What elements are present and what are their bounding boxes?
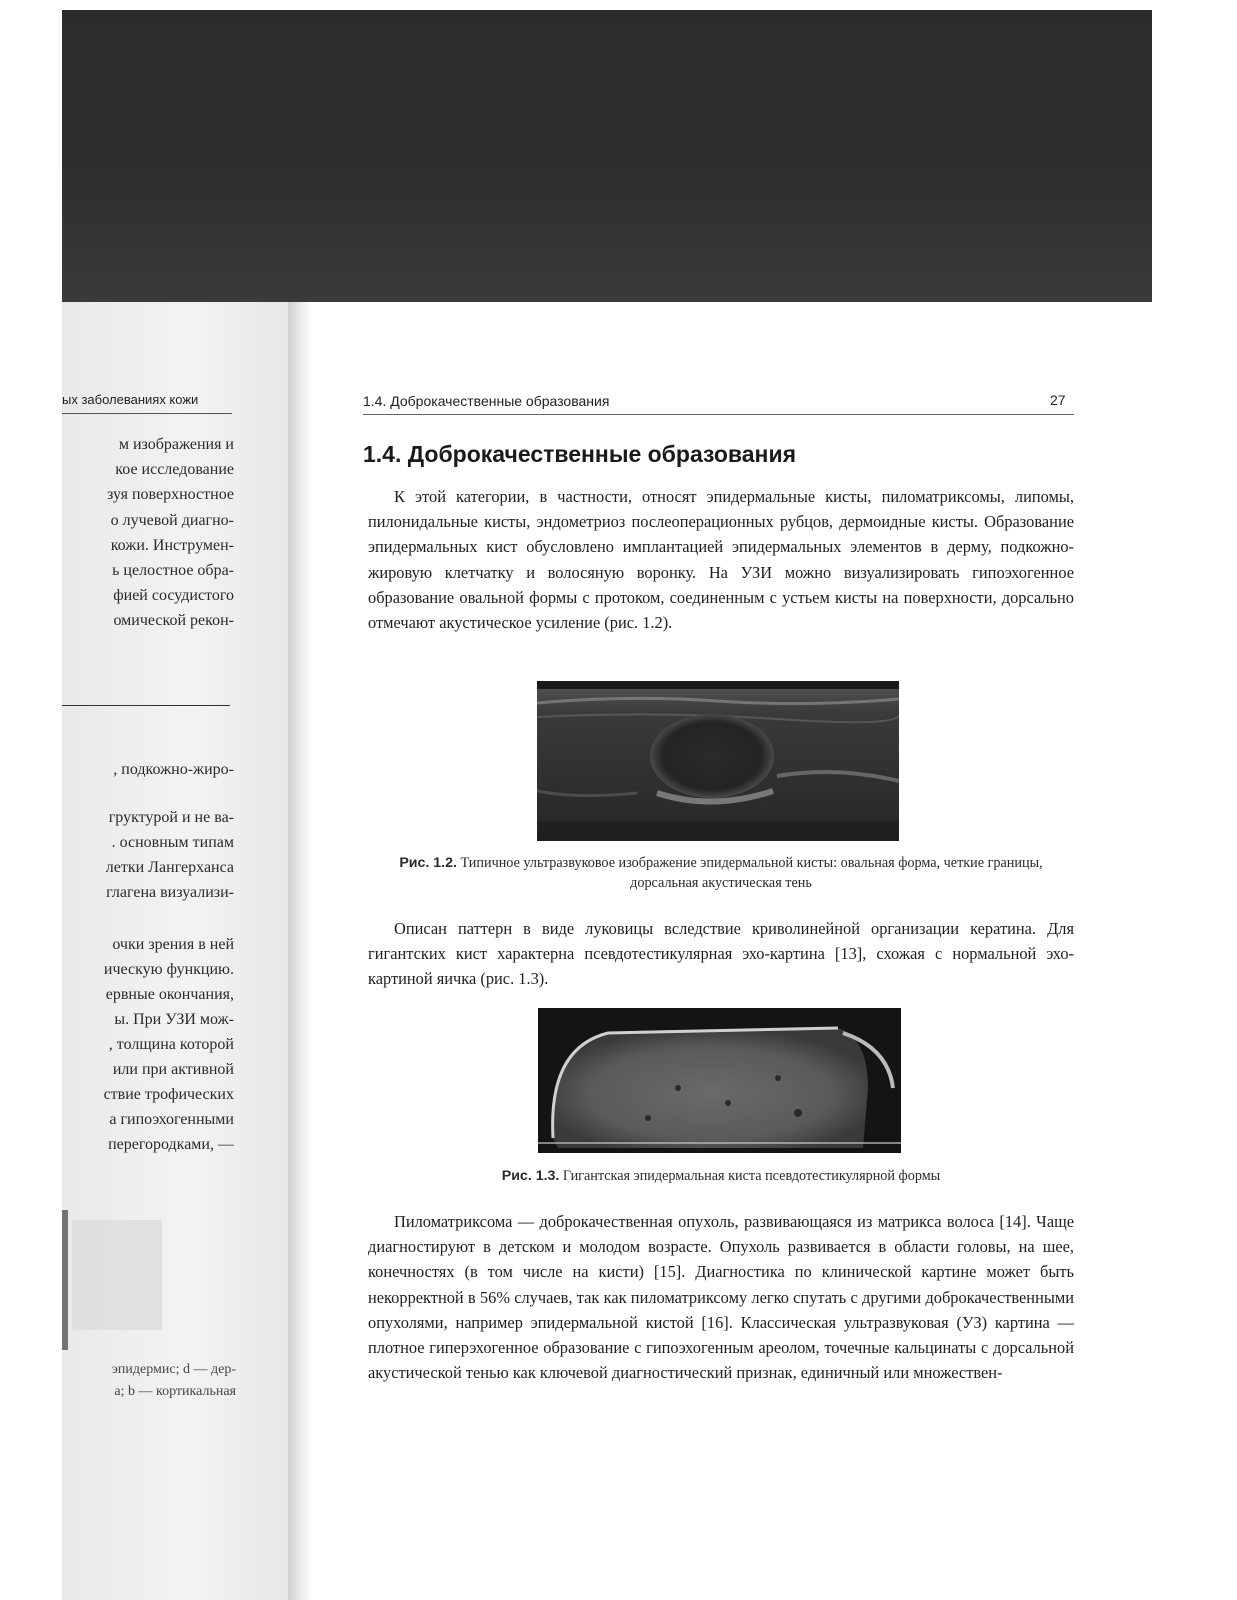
left-text-line: , подкожно-жиро- bbox=[113, 761, 234, 778]
left-caption-line: а; b — кортикальная bbox=[114, 1384, 236, 1399]
figure-1-2-ultrasound bbox=[537, 681, 899, 841]
left-figure-edge bbox=[62, 1210, 68, 1350]
figure-1-3-caption bbox=[368, 1166, 1074, 1186]
left-text-line: омической рекон- bbox=[113, 612, 234, 629]
left-text-line: ервные окончания, bbox=[105, 986, 234, 1003]
left-text-line: . основным типам bbox=[111, 834, 234, 851]
page-number: 27 bbox=[1050, 392, 1066, 408]
book-gutter-shadow bbox=[288, 302, 310, 1600]
left-text-line: ь целостное обра- bbox=[112, 562, 234, 579]
running-head: 1.4. Доброкачественные образования bbox=[363, 393, 610, 409]
left-text-line: м изображения и bbox=[118, 436, 234, 453]
left-text-line: зуя поверхностное bbox=[107, 486, 234, 503]
section-title: 1.4. Доброкачественные образования bbox=[363, 441, 797, 467]
left-figure-fragment bbox=[72, 1220, 162, 1330]
left-text-line: ы. При УЗИ мож- bbox=[114, 1011, 234, 1028]
left-text-line: перегородками, — bbox=[108, 1136, 234, 1153]
left-text-line: очки зрения в ней bbox=[112, 936, 234, 953]
figure-1-3-ultrasound bbox=[538, 1008, 901, 1153]
left-text-line: фией сосудистого bbox=[113, 587, 234, 604]
left-text-line: ическую функцию. bbox=[103, 961, 234, 978]
figure-1-2-caption bbox=[368, 853, 1074, 893]
figure-label: Рис. 1.3. bbox=[501, 1168, 560, 1184]
paragraph-2: Описан паттерн в виде луковицы вследствие криволинейной организации кератина. Для гигантских кист характерна псевдотестикулярная эхо-картина [13], схожая с нормальной эхо-картиной яичка (рис. 1.3). bbox=[368, 919, 1074, 989]
running-head-rule bbox=[363, 414, 1074, 415]
scan-dark-band bbox=[62, 10, 1152, 302]
left-text-line: или при активной bbox=[112, 1061, 234, 1078]
left-text-line: кое исследование bbox=[115, 461, 234, 478]
left-text-line: кожи. Инструмен- bbox=[110, 537, 234, 554]
left-text-line: груктурой и не ва- bbox=[108, 809, 234, 826]
figure-label: Рис. 1.2. bbox=[399, 855, 457, 871]
left-text-line: летки Лангерханса bbox=[105, 859, 234, 876]
left-text-line: , толщина которой bbox=[108, 1036, 234, 1053]
left-text-line: а гипоэхогенными bbox=[109, 1111, 234, 1128]
left-text-line: о лучевой диагно- bbox=[110, 512, 234, 529]
left-running-head: ых заболеваниях кожи bbox=[62, 392, 232, 414]
left-text-line: ствие трофических bbox=[103, 1086, 234, 1103]
paragraph-1: К этой категории, в частности, относят эпидермальные кисты, пиломатриксомы, липомы, пилонидальные кисты, эндометриоз послеоперационных рубцов, дермоидные кисты. Образование эпидермальных кист обусловлено имплантацией эпидермальных элементов в дерму, подкожно-жировую клетчатку и волосяную воронку. На УЗИ можно визуализировать гипоэхогенное образование овальной формы с протоком, соединенным с устьем кисты на поверхности, дорсально отмечают акустическое усиление (рис. 1.2). bbox=[368, 487, 1074, 633]
figure-caption-text: Типичное ультразвуковое изображение эпидермальной кисты: овальная форма, четкие границы, дорсальная акустическая тень bbox=[460, 855, 1043, 891]
left-divider bbox=[62, 705, 230, 706]
figure-caption-text: Гигантская эпидермальная киста псевдотестикулярной формы bbox=[562, 1168, 941, 1184]
left-caption-line: эпидермис; d — дер- bbox=[111, 1362, 236, 1377]
paragraph-3: Пиломатриксома — доброкачественная опухоль, развивающаяся из матрикса волоса [14]. Чаще диагностируют в детском и молодом возрасте. Опухоль развивается в области головы, на шее, конечностях (в том числе на кисти) [15]. Диагностика по клинической картине может быть некорректной в 56% случаев, так как пиломатриксому легко спутать с другими доброкачественными опухолями, например эпидермальной кистой [16]. Классическая ультразвуковая (УЗ) картина — плотное гиперэхогенное образование с гипоэхогенным ареолом, точечные кальцинаты с дорсальной акустической тенью как ключевой диагностический признак, единичный или множествен- bbox=[368, 1212, 1074, 1383]
left-text-line: глагена визуализи- bbox=[106, 884, 234, 901]
